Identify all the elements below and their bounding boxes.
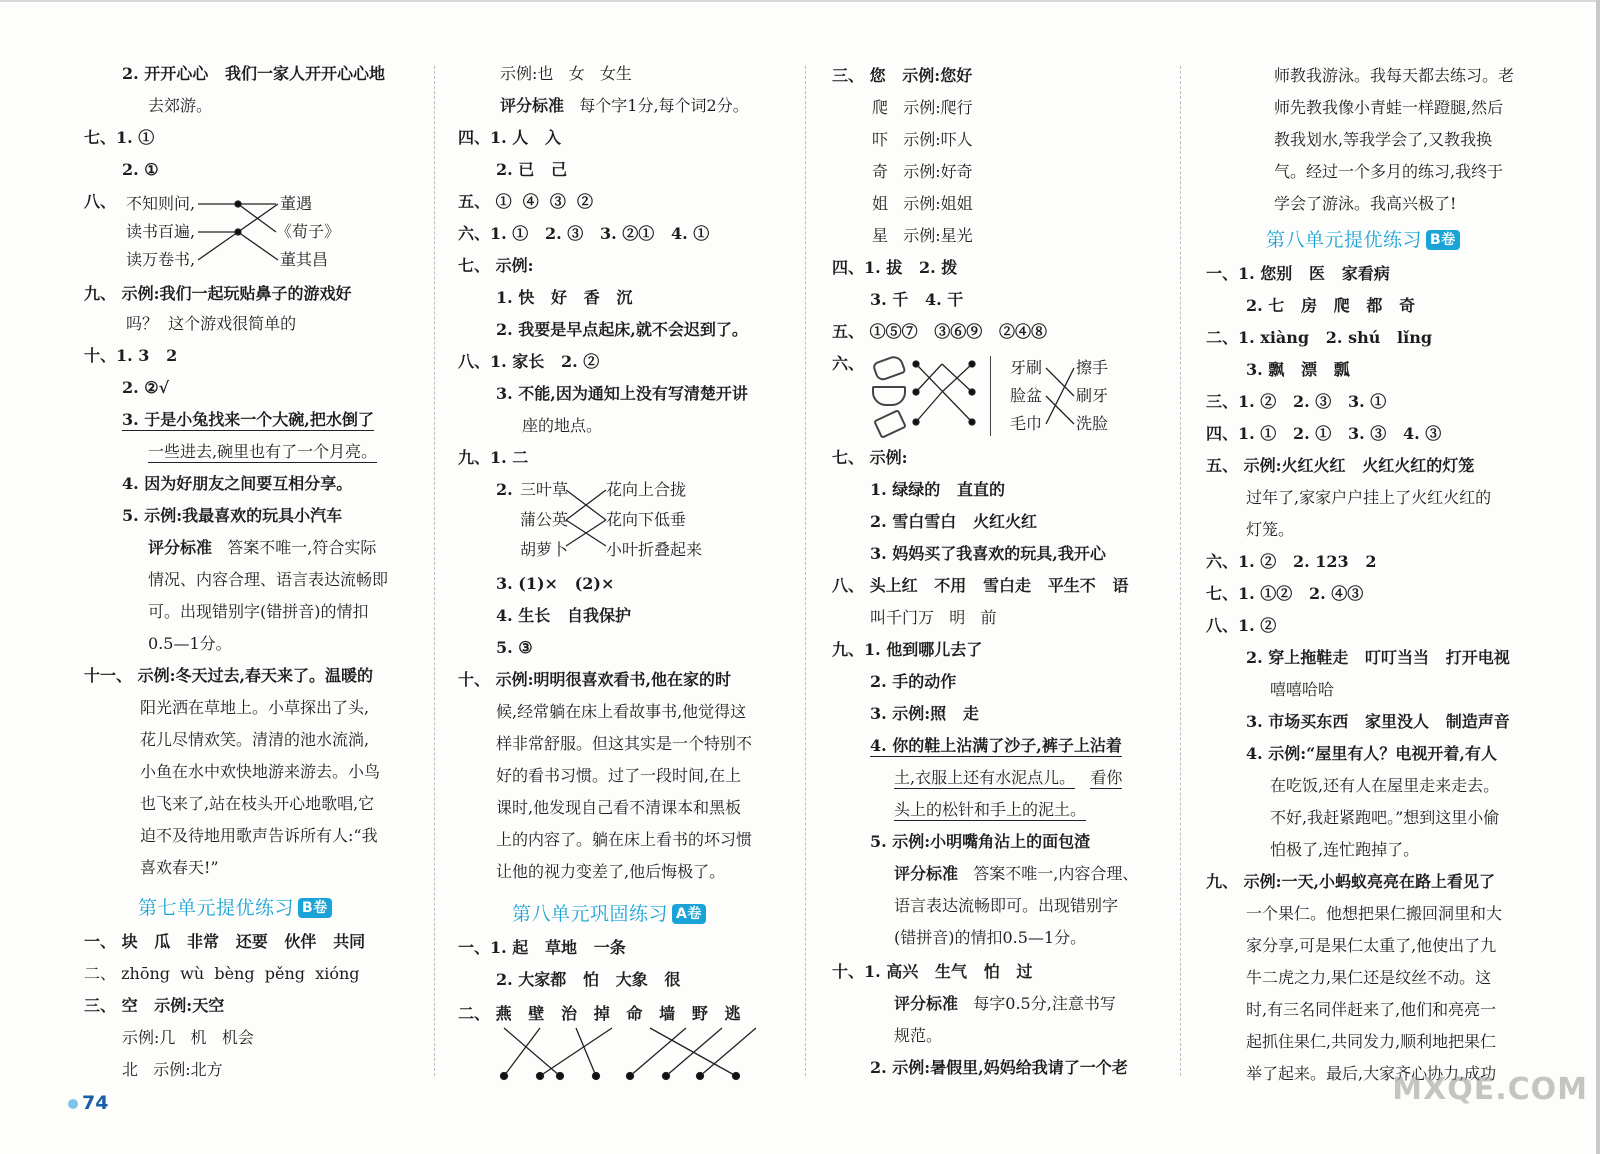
section-heading <box>512 902 706 926</box>
scoring-label: 评分标准 <box>500 96 565 115</box>
right-edge <box>1596 0 1600 1154</box>
answer-line: 上的内容了。躺在床上看书的坏习惯 <box>496 830 753 849</box>
answer-line: 五、 示例:火红火红 火红火红的灯笼 <box>1206 456 1475 475</box>
answer-line: 六、1. ① 2. ③ 3. ②① 4. ① <box>458 224 710 243</box>
vertical-divider <box>990 356 991 436</box>
answer-line <box>894 768 1122 788</box>
answer-line: 五、 ①⑤⑦ ③⑥⑨ ②④⑧ <box>832 322 1047 341</box>
answer-line: 3. (1)× (2)× <box>496 574 615 593</box>
answer-line: 气。经过一个多月的练习,我终于 <box>1274 162 1504 181</box>
column-divider <box>434 66 435 1076</box>
match-right: 刷牙 <box>1076 386 1109 405</box>
scoring-label: 评分标准 <box>894 864 959 883</box>
scoring-line <box>894 864 1138 884</box>
match-left: 三叶草 <box>520 480 569 499</box>
scoring-line <box>148 538 376 558</box>
match-left: 蒲公英 <box>520 510 569 529</box>
underlined-answer: 头上的松针和手上的泥土。 <box>894 800 1087 819</box>
answer-line: 时,有三名同伴赶来了,他们和亮亮一 <box>1246 1000 1497 1019</box>
match-left: 读万卷书, <box>126 250 196 269</box>
answer-line: 课时,他发现自己看不清课本和黑板 <box>496 798 742 817</box>
answer-line: 候,经常躺在床上看故事书,他觉得这 <box>496 702 747 721</box>
answer-line <box>894 800 1086 820</box>
watermark: MXQE.COM <box>1392 1072 1588 1107</box>
answer-line: 十、 示例:明明很喜欢看书,他在家的时 <box>458 670 732 689</box>
answer-line: 举了起来。最后,大家齐心协力,成功 <box>1246 1064 1497 1083</box>
scoring-line: (错拼音)的情扣0.5—1分。 <box>894 928 1087 947</box>
section-label: 八、 <box>84 192 117 211</box>
answer-line: 2. <box>496 480 513 499</box>
answer-line: 二、 燕 壁 治 掉 命 墙 野 逃 <box>458 1004 741 1023</box>
page-number <box>68 1092 108 1114</box>
match-lines <box>912 360 978 430</box>
answer-line: 八、1. 家长 2. ② <box>458 352 600 371</box>
answer-line: 五、 ① ④ ③ ② <box>458 192 593 211</box>
answer-line: 座的地点。 <box>522 416 603 435</box>
answer-line: 2. 穿上拖鞋走 叮叮当当 打开电视 <box>1246 648 1510 667</box>
answer-line: 北 示例:北方 <box>122 1060 223 1079</box>
match-left: 胡萝卜 <box>520 540 569 559</box>
answer-line: 吓 示例:吓人 <box>872 130 973 149</box>
answer-line: 九、1. 二 <box>458 448 529 467</box>
match-right: 董其昌 <box>280 250 329 269</box>
answer-line: 不好,我赶紧跑吧。”想到这里小偷 <box>1270 808 1500 827</box>
underlined-answer: 看你 <box>1090 768 1123 787</box>
answer-line: 七、 示例: <box>832 448 908 467</box>
answer-line: 3. 示例:照 走 <box>870 704 979 723</box>
scoring-text: 答案不唯一,符合实际 <box>227 538 377 557</box>
match-lines <box>196 196 286 268</box>
match-left: 读书百遍, <box>126 222 196 241</box>
scoring-text: 每个字1分,每个词2分。 <box>579 96 749 115</box>
badge: A卷 <box>672 904 706 924</box>
match-right: 《荀子》 <box>276 222 341 241</box>
scoring-label: 评分标准 <box>894 994 959 1013</box>
answer-line: 2. 已 己 <box>496 160 567 179</box>
answer-line: 姐 示例:姐姐 <box>872 194 973 213</box>
toothbrush-picture <box>871 353 906 382</box>
answer-line: 1. 快 好 香 沉 <box>496 288 633 307</box>
answer-line: 4. 因为好朋友之间要互相分享。 <box>122 474 353 493</box>
match-right: 花向上合拢 <box>606 480 687 499</box>
answer-line: 怕极了,连忙跑掉了。 <box>1270 840 1420 859</box>
section-heading <box>138 896 332 920</box>
page-number-text: 74 <box>82 1092 109 1114</box>
answer-line: 一、1. 起 草地 一条 <box>458 938 626 957</box>
answer-line: 让他的视力变差了,他后悔极了。 <box>496 862 726 881</box>
answer-line: 十一、 示例:冬天过去,春天来了。温暖的 <box>84 666 374 685</box>
underlined-answer: 一些进去,碗里也有了一个月亮。 <box>148 442 378 461</box>
answer-line: 十、1. 高兴 生气 怕 过 <box>832 962 1033 981</box>
answer-line: 也飞来了,站在枝头开心地歌唱,它 <box>140 794 375 813</box>
section-title: 第八单元提优练习 <box>1266 229 1423 251</box>
underlined-answer: 4. 你的鞋上沾满了沙子,裤子上沾着 <box>870 736 1122 755</box>
scoring-text: 答案不唯一,内容合理、 <box>973 864 1139 883</box>
answer-line: 2. 我要是早点起床,就不会迟到了。 <box>496 320 748 339</box>
answer-line: 5. ③ <box>496 638 533 657</box>
answer-line: 吗？ 这个游戏很简单的 <box>126 314 297 333</box>
answer-line: 二、1. xiàng 2. shú lǐng <box>1206 328 1433 347</box>
answer-line: 三、1. ② 2. ③ 3. ① <box>1206 392 1387 411</box>
column-divider <box>805 66 806 1076</box>
answer-line: 七、1. ①② 2. ④③ <box>1206 584 1364 603</box>
answer-line: 4. 生长 自我保护 <box>496 606 631 625</box>
answer-line: 2. ① <box>122 160 159 179</box>
answer-line: 四、1. 人 入 <box>458 128 561 147</box>
answer-line: 师先教我像小青蛙一样蹬腿,然后 <box>1274 98 1504 117</box>
answer-line: 去郊游。 <box>148 96 213 115</box>
answer-line: 师教我游泳。我每天都去练习。老 <box>1274 66 1515 85</box>
towel-picture <box>873 409 907 439</box>
answer-line: 过年了,家家户户挂上了火红火红的 <box>1246 488 1492 507</box>
answer-line: 小鱼在水中欢快地游来游去。小鸟 <box>140 762 381 781</box>
answer-line: 2. 示例:暑假里,妈妈给我请了一个老 <box>870 1058 1128 1077</box>
answer-line: 四、1. 拔 2. 拨 <box>832 258 958 277</box>
scoring-line <box>500 96 749 116</box>
section-label: 六、 <box>832 354 865 373</box>
answer-line: 学会了游泳。我高兴极了! <box>1274 194 1457 213</box>
basin-picture <box>872 386 906 406</box>
answer-line: 牛二虎之力,果仁还是纹丝不动。这 <box>1246 968 1492 987</box>
answer-line <box>148 442 377 462</box>
answer-line: 3. 飘 漂 瓢 <box>1246 360 1350 379</box>
scoring-line: 语言表达流畅即可。出现错别字 <box>894 896 1119 915</box>
answer-line: 2. 七 房 爬 都 奇 <box>1246 296 1416 315</box>
scoring-line: 0.5—1分。 <box>148 634 232 653</box>
answer-line: 花儿尽情欢笑。清清的池水流淌, <box>140 730 370 749</box>
answer-line: 4. 示例:“屋里有人？电视开着,有人 <box>1246 744 1497 763</box>
scoring-text: 每字0.5分,注意书写 <box>973 994 1116 1013</box>
answer-line: 四、1. ① 2. ① 3. ③ 4. ③ <box>1206 424 1442 443</box>
match-lines <box>490 1026 760 1084</box>
answer-line: 阳光洒在草地上。小草探出了头, <box>140 698 370 717</box>
answer-line: 八、1. ② <box>1206 616 1277 635</box>
scoring-line: 情况、内容合理、语言表达流畅即 <box>148 570 389 589</box>
answer-line: 5. 示例:小明嘴角沾上的面包渣 <box>870 832 1091 851</box>
section-title: 第八单元巩固练习 <box>512 903 669 925</box>
answer-line: 示例:也 女 女生 <box>500 64 632 83</box>
page-number-icon <box>68 1099 78 1109</box>
answer-line: 叫千门万 明 前 <box>870 608 997 627</box>
scoring-line: 规范。 <box>894 1026 943 1045</box>
answer-line: 3. 千 4. 干 <box>870 290 964 309</box>
scoring-line: 可。出现错别字(错拼音)的情扣 <box>148 602 369 621</box>
answer-line: 迫不及待地用歌声告诉所有人:“我 <box>140 826 378 845</box>
answer-line: 六、1. ② 2. 123 2 <box>1206 552 1377 571</box>
answer-line: 奇 示例:好奇 <box>872 162 973 181</box>
underlined-answer: 土,衣服上还有水泥点儿。 <box>894 768 1076 787</box>
answer-line: 十、1. 3 2 <box>84 346 178 365</box>
answer-line: 2. 雪白雪白 火红火红 <box>870 512 1037 531</box>
answer-line <box>870 736 1122 756</box>
answer-line: 5. 示例:我最喜欢的玩具小汽车 <box>122 506 343 525</box>
answer-line: 示例:几 机 机会 <box>122 1028 254 1047</box>
match-right: 擦手 <box>1076 358 1109 377</box>
match-left: 牙刷 <box>1010 358 1043 377</box>
badge: B卷 <box>298 898 332 918</box>
match-lines <box>1044 362 1078 428</box>
answer-line: 家分享,可是果仁太重了,他使出了九 <box>1246 936 1497 955</box>
badge: B卷 <box>1426 230 1460 250</box>
answer-line: 七、1. ① <box>84 128 155 147</box>
underlined-answer: 3. 于是小兔找来一个大碗,把水倒了 <box>122 410 374 429</box>
answer-line: 三、 您 示例:您好 <box>832 66 973 85</box>
answer-line: 九、 示例:我们一起玩贴鼻子的游戏好 <box>84 284 352 303</box>
answer-line: 一、 块 瓜 非常 还要 伙伴 共同 <box>84 932 366 951</box>
section-title: 第七单元提优练习 <box>138 897 295 919</box>
answer-line <box>122 410 374 430</box>
match-left: 不知则问, <box>126 194 196 213</box>
match-left: 脸盆 <box>1010 386 1043 405</box>
answer-line: 3. 不能,因为通知上没有写清楚开讲 <box>496 384 748 403</box>
match-right: 花向下低垂 <box>606 510 687 529</box>
answer-line: 样非常舒服。但这其实是一个特别不 <box>496 734 753 753</box>
answer-line: 3. 市场买东西 家里没人 制造声音 <box>1246 712 1510 731</box>
answer-line: 2. 手的动作 <box>870 672 957 691</box>
answer-line: 九、1. 他到哪儿去了 <box>832 640 983 659</box>
answer-line: 嘻嘻哈哈 <box>1270 680 1335 699</box>
answer-line: 二、 zhōng wù bèng pěng xióng <box>84 964 360 983</box>
answer-line: 2. ②√ <box>122 378 170 397</box>
answer-line: 七、 示例: <box>458 256 534 275</box>
answer-line: 星 示例:星光 <box>872 226 973 245</box>
answer-line: 灯笼。 <box>1246 520 1295 539</box>
answer-line: 九、 示例:一天,小蚂蚁亮亮在路上看见了 <box>1206 872 1496 891</box>
answer-line: 八、 头上红 不用 雪白走 平生不 语 <box>832 576 1129 595</box>
answer-line: 起抓住果仁,共同发力,顺利地把果仁 <box>1246 1032 1497 1051</box>
column-divider <box>1180 66 1181 1076</box>
answer-line: 爬 示例:爬行 <box>872 98 973 117</box>
answer-line: 三、 空 示例:天空 <box>84 996 225 1015</box>
match-right: 洗脸 <box>1076 414 1109 433</box>
answer-line: 一个果仁。他想把果仁搬回洞里和大 <box>1246 904 1503 923</box>
answer-line: 教我划水,等我学会了,又教我换 <box>1274 130 1493 149</box>
scoring-label: 评分标准 <box>148 538 213 557</box>
answer-line: 3. 妈妈买了我喜欢的玩具,我开心 <box>870 544 1106 563</box>
answer-line: 喜欢春天!” <box>140 858 219 877</box>
scoring-line <box>894 994 1116 1014</box>
answer-line: 一、1. 您别 医 家看病 <box>1206 264 1390 283</box>
match-left: 毛巾 <box>1010 414 1043 433</box>
answer-line: 2. 开开心心 我们一家人开开心心地 <box>122 64 385 83</box>
match-right: 小叶折叠起来 <box>606 540 703 559</box>
answer-line: 1. 绿绿的 直直的 <box>870 480 1005 499</box>
tool-pictures <box>870 356 910 436</box>
match-right: 董遇 <box>280 194 313 213</box>
answer-line: 好的看书习惯。过了一段时间,在上 <box>496 766 742 785</box>
answer-line: 2. 大家都 怕 大象 很 <box>496 970 681 989</box>
answer-line: 在吃饭,还有人在屋里走来走去。 <box>1270 776 1500 795</box>
top-edge <box>0 0 1600 2</box>
match-lines <box>566 484 610 550</box>
section-heading <box>1266 228 1460 252</box>
